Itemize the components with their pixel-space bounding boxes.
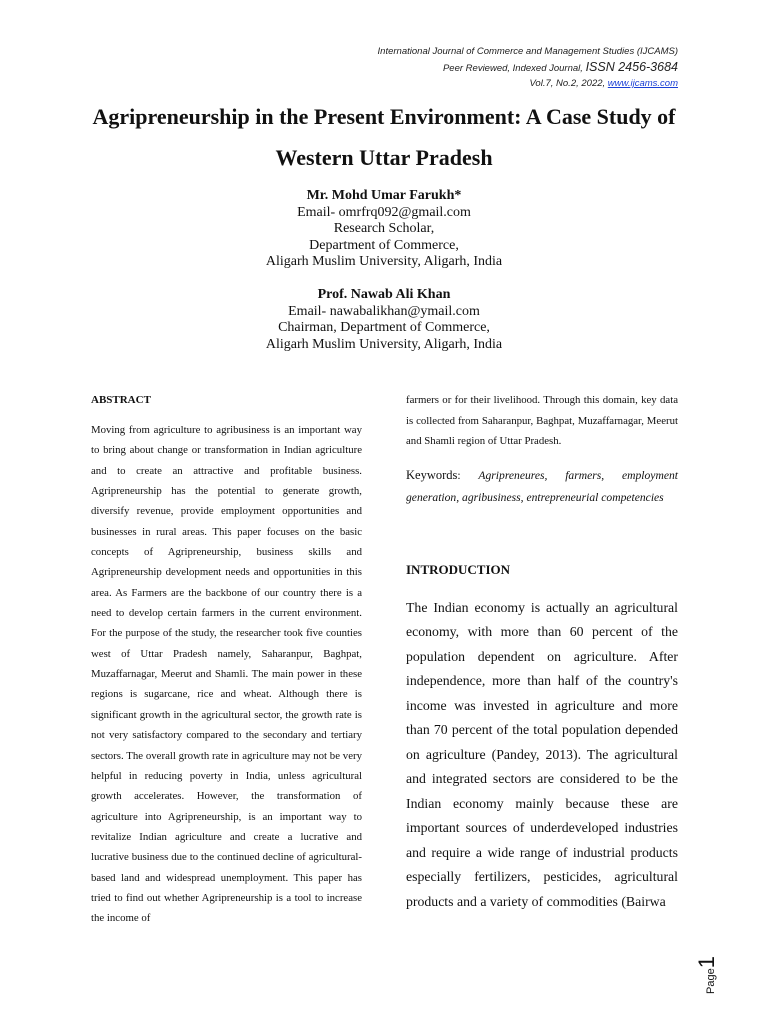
- introduction-text: The Indian economy is actually an agricultural economy, with more than 60 percent of the population dependent on agriculture. After independence, more than half of the country's income was invested in agriculture and more than 70 percent of the total population depended on agriculture (Pandey, 2013). The agricultural and integrated sectors are considered to be the Indian economy mainly because these are important sources of underdeveloped industries and require a wide range of industrial products especially fertilizers, pesticides, agricultural products and a variety of commodities (Bairwa: [406, 599, 678, 909]
- page-label: Page: [705, 968, 717, 994]
- author-position: Chairman, Department of Commerce,: [278, 320, 490, 335]
- abstract-heading: ABSTRACT: [91, 394, 151, 406]
- keywords-separator: :: [457, 468, 479, 482]
- keywords-terms: Agripreneures, farmers, employment generation, agribusiness, entrepreneurial competencies: [406, 468, 678, 504]
- introduction-heading: INTRODUCTION: [406, 561, 511, 577]
- volume-issue: Vol.7, No.2, 2022,: [529, 78, 608, 89]
- keywords-label: Keywords: [406, 467, 458, 482]
- journal-name: International Journal of Commerce and Management Studies (IJCAMS): [377, 46, 678, 57]
- author-affiliation: Aligarh Muslim University, Aligarh, India: [265, 336, 503, 352]
- review-status: Peer Reviewed, Indexed Journal,: [442, 62, 586, 74]
- author-position: Research Scholar,: [333, 221, 435, 236]
- journal-review-line: [378, 60, 678, 77]
- journal-header: [378, 44, 678, 92]
- author-name: Prof. Nawab Ali Khan: [317, 287, 451, 302]
- page-number-value: 1: [694, 956, 719, 969]
- author-block-2: [0, 287, 768, 353]
- author-block-1: [0, 188, 768, 271]
- author-affiliation: Aligarh Muslim University, Aligarh, India: [265, 254, 503, 269]
- journal-volume-line: [378, 76, 678, 92]
- paper-title: Agripreneurship in the Present Environment: A Case Study of Western Uttar Pradesh: [92, 104, 676, 170]
- author-email: Email- nawabalikhan@ymail.com: [288, 303, 480, 319]
- page-number: [694, 946, 720, 994]
- author-department: Department of Commerce,: [309, 237, 459, 253]
- author-email: Email- omrfrq092@gmail.com: [297, 204, 471, 220]
- right-column: [406, 390, 678, 914]
- left-column: [91, 390, 362, 929]
- journal-website-link[interactable]: www.ijcams.com: [607, 78, 678, 89]
- author-name: Mr. Mohd Umar Farukh*: [306, 188, 462, 203]
- keywords: [406, 464, 678, 510]
- issn: ISSN 2456-3684: [585, 59, 678, 74]
- abstract-text: Moving from agriculture to agribusiness is an important way to bring about change or transformation in Indian agriculture and to create an attractive and profitable business. Agripreneurship has the potential to generate growth, diversify revenue, provide employment opportunities and businesses in rural areas. This paper focuses on the basic concepts of Agripreneurship, business skills and Agripreneurship development needs and opportunities in this area. As Farmers are the backbone of our country there is a need to develop certain farmers in the current environment. For the purpose of the study, the researcher took five counties west of Uttar Pradesh namely, Saharanpur, Baghpat, Muzaffarnagar, Meerut and Shamli. The main power in these regions is sugarcane, rice and wheat. Although there is significant growth in the agricultural sector, the growth rate is not very satisfactory compared to the secondary and tertiary sectors. The overall growth rate in agriculture may not be very helpful in reducing poverty in India, unless agricultural growth accelerates. However, the transformation of agriculture into Agripreneurship, is an important way to revitalize Indian agriculture and create a lucrative and lucrative business due to the continued decline of agricultural-based land and widespread unemployment. This paper has tried to find out whether Agripreneurship is a tool to increase the income of: [91, 424, 362, 925]
- abstract-text-continued: farmers or for their livelihood. Through this domain, key data is collected from Saharanpur, Baghpat, Muzaffarnagar, Meerut and Shamli region of Uttar Pradesh.: [406, 394, 678, 447]
